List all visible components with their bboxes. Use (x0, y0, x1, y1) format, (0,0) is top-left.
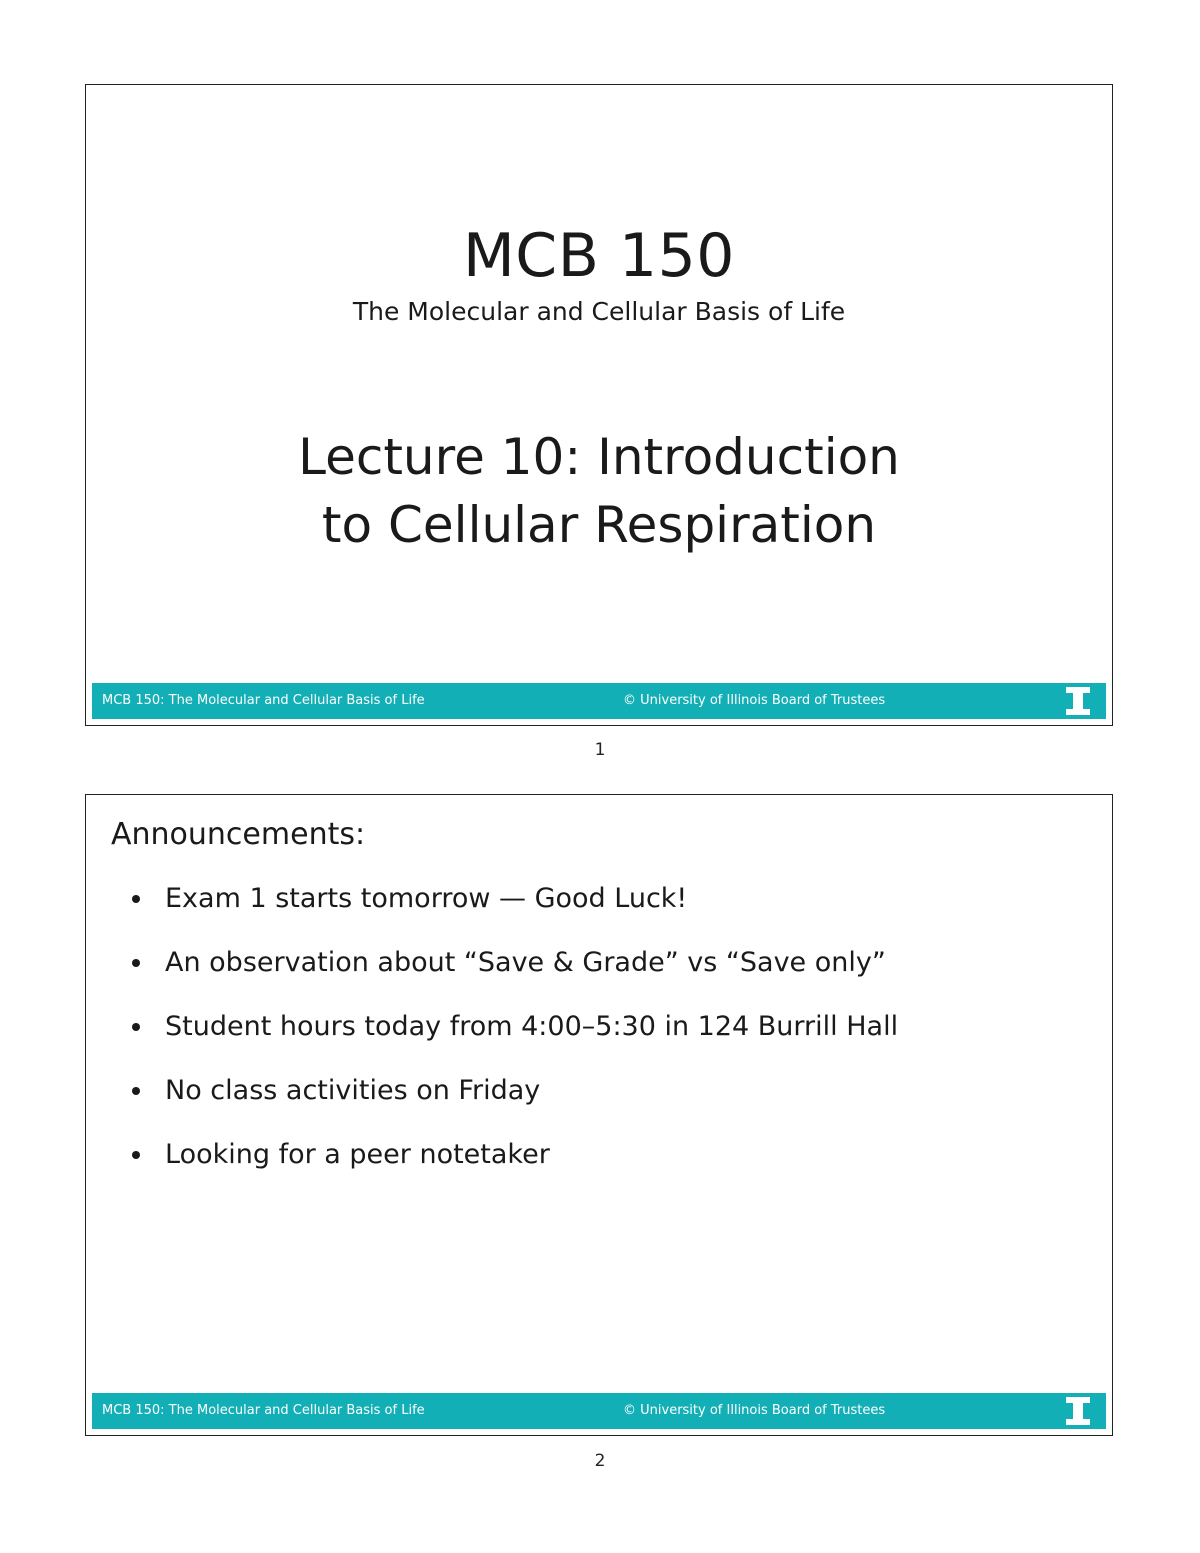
bullet-icon (132, 1151, 140, 1159)
footer-course-name: MCB 150: The Molecular and Cellular Basis of Life (102, 1403, 425, 1418)
slide-subtitle: The Molecular and Cellular Basis of Life (352, 297, 846, 326)
lecture-title-line-1: Lecture 10: Introduction (298, 428, 900, 486)
page-number: 1 (594, 740, 606, 760)
bullet-icon (132, 895, 140, 903)
bullet-icon (132, 1023, 140, 1031)
bullet-icon (132, 959, 140, 967)
slide-footer (92, 1393, 1106, 1429)
slide-title: MCB 150 (463, 221, 735, 291)
list-item-text: Student hours today from 4:00–5:30 in 124 Burrill Hall (165, 1011, 899, 1042)
lecture-title (86, 423, 1112, 559)
announcements-heading: Announcements: (111, 817, 366, 852)
list-item-text: Exam 1 starts tomorrow — Good Luck! (165, 883, 688, 914)
slide-footer (92, 683, 1106, 719)
footer-copyright: © University of Illinois Board of Trustees (623, 693, 886, 708)
illinois-block-i-icon (1066, 1397, 1090, 1425)
lecture-title-line-2: to Cellular Respiration (321, 496, 877, 554)
slide-2 (85, 794, 1113, 1436)
footer-course-name: MCB 150: The Molecular and Cellular Basis of Life (102, 693, 425, 708)
footer-copyright: © University of Illinois Board of Trustees (623, 1403, 886, 1418)
list-item-text: Looking for a peer notetaker (165, 1139, 550, 1170)
slide-1 (85, 84, 1113, 726)
bullet-icon (132, 1087, 140, 1095)
list-item-text: An observation about “Save & Grade” vs “Save only” (165, 947, 886, 978)
page-number: 2 (594, 1451, 606, 1471)
list-item-text: No class activities on Friday (165, 1075, 541, 1106)
illinois-block-i-icon (1066, 687, 1090, 715)
